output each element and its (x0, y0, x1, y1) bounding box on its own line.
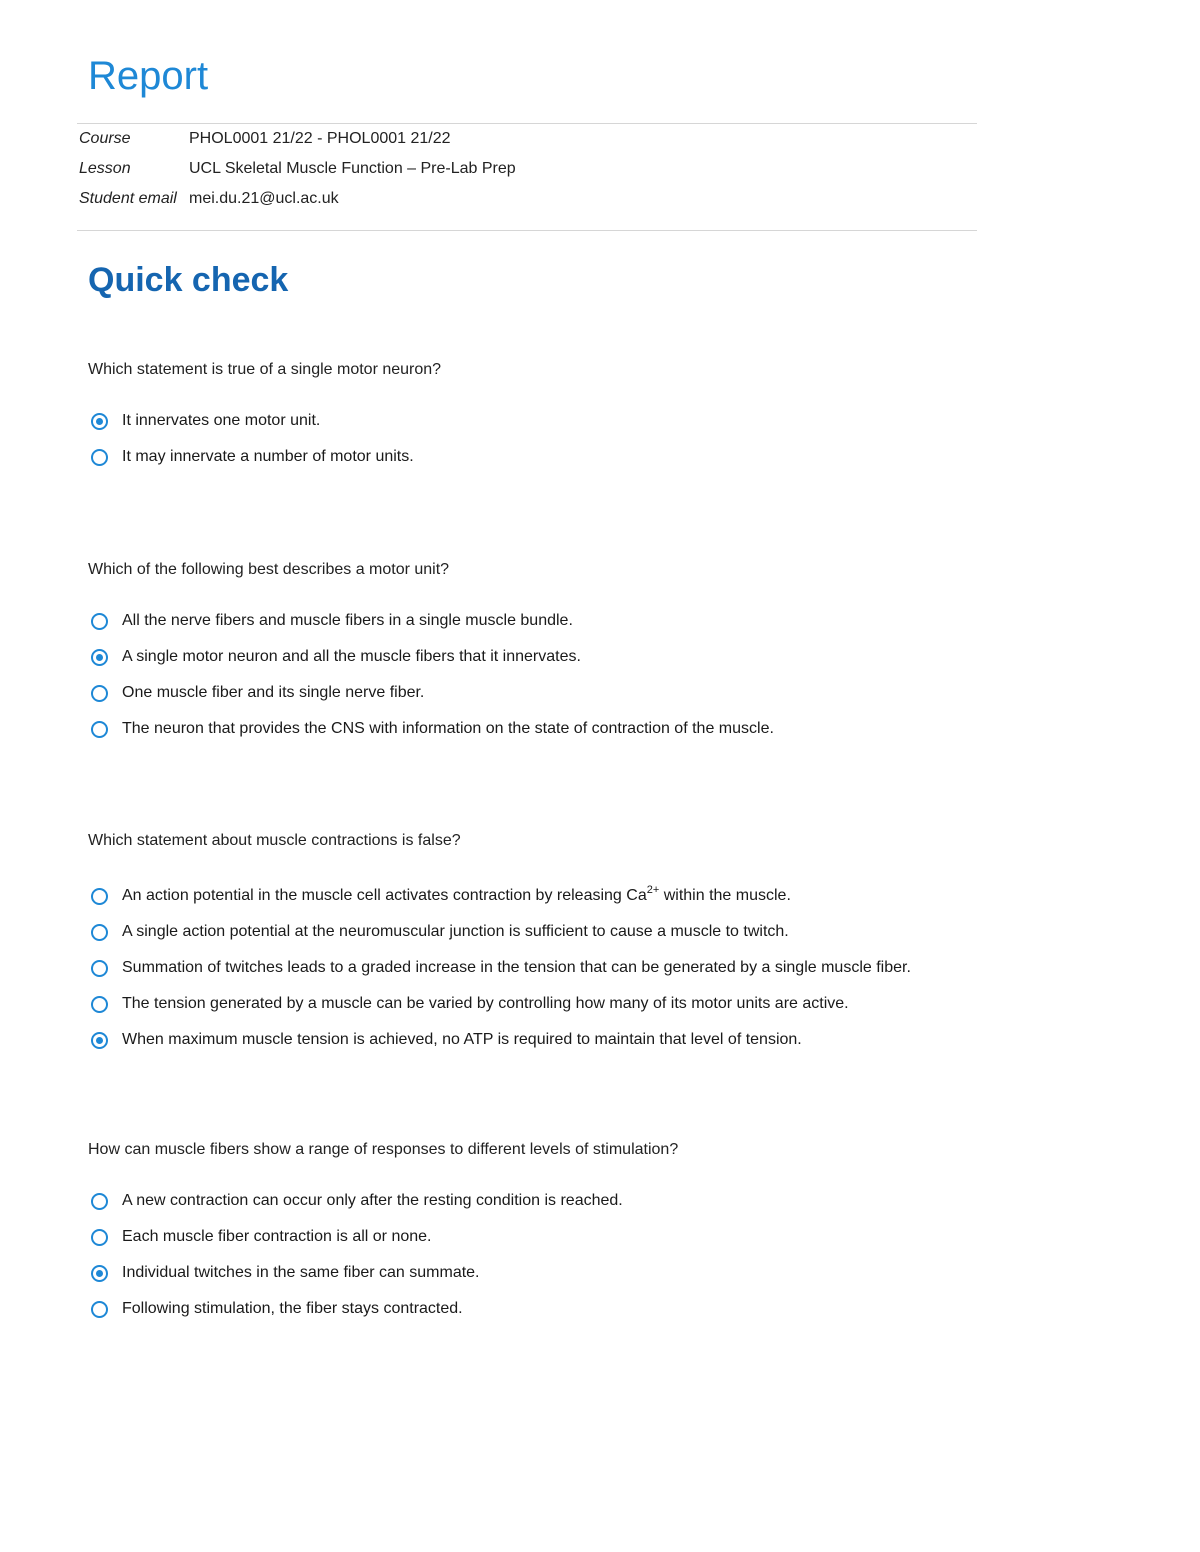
question-text: How can muscle fibers show a range of responses to different levels of stimulation? (88, 1141, 679, 1158)
option-item[interactable] (88, 950, 988, 986)
meta-row-lesson (79, 158, 516, 180)
radio-unchecked-icon[interactable] (91, 1301, 108, 1318)
option-label-text-after: within the muscle. (659, 887, 791, 904)
radio-unchecked-icon[interactable] (91, 996, 108, 1013)
radio-checked-icon[interactable] (91, 649, 108, 666)
option-list (88, 403, 988, 475)
option-item[interactable] (88, 675, 988, 711)
question-text: Which statement about muscle contractions is false? (88, 832, 461, 849)
option-item[interactable] (88, 711, 988, 747)
question-3 (88, 830, 988, 1058)
header-divider-bottom (77, 230, 977, 231)
option-item[interactable] (88, 1219, 988, 1255)
radio-unchecked-icon[interactable] (91, 1229, 108, 1246)
question-1 (88, 359, 988, 475)
radio-unchecked-icon[interactable] (91, 924, 108, 941)
radio-unchecked-icon[interactable] (91, 449, 108, 466)
meta-label-email: Student email (79, 190, 177, 207)
radio-unchecked-icon[interactable] (91, 685, 108, 702)
option-label: A single motor neuron and all the muscle fibers that it innervates. (122, 648, 581, 665)
question-text: Which statement is true of a single motor neuron? (88, 361, 442, 378)
option-label: Each muscle fiber contraction is all or none. (122, 1228, 432, 1245)
option-label: It may innervate a number of motor units. (122, 448, 414, 465)
question-4 (88, 1139, 988, 1327)
option-label: When maximum muscle tension is achieved, no ATP is required to maintain that level of tension. (122, 1031, 802, 1048)
option-item[interactable] (88, 603, 988, 639)
meta-row-course (79, 128, 451, 150)
option-item[interactable] (88, 878, 988, 914)
radio-unchecked-icon[interactable] (91, 721, 108, 738)
radio-unchecked-icon[interactable] (91, 888, 108, 905)
option-item[interactable] (88, 1022, 988, 1058)
radio-unchecked-icon[interactable] (91, 613, 108, 630)
meta-label-course: Course (79, 130, 131, 147)
header-divider-top (77, 123, 977, 124)
option-item[interactable] (88, 403, 988, 439)
option-label: The neuron that provides the CNS with information on the state of contraction of the muscle. (122, 720, 774, 737)
option-label: Summation of twitches leads to a graded increase in the tension that can be generated by a single muscle fiber. (122, 959, 911, 976)
meta-value-course: PHOL0001 21/22 - PHOL0001 21/22 (189, 130, 451, 147)
meta-value-lesson: UCL Skeletal Muscle Function – Pre-Lab Prep (189, 160, 516, 177)
option-label: Individual twitches in the same fiber can summate. (122, 1264, 480, 1281)
option-label: All the nerve fibers and muscle fibers in a single muscle bundle. (122, 612, 573, 629)
meta-value-email: mei.du.21@ucl.ac.uk (189, 190, 339, 207)
option-item[interactable] (88, 1291, 988, 1327)
option-list (88, 1183, 988, 1327)
option-label (122, 885, 791, 907)
option-label: The tension generated by a muscle can be varied by controlling how many of its motor units are active. (122, 995, 849, 1012)
option-item[interactable] (88, 986, 988, 1022)
radio-checked-icon[interactable] (91, 413, 108, 430)
radio-checked-icon[interactable] (91, 1265, 108, 1282)
option-item[interactable] (88, 914, 988, 950)
option-list (88, 878, 988, 1058)
radio-checked-icon[interactable] (91, 1032, 108, 1049)
section-title: Quick check (88, 261, 289, 299)
meta-row-email (79, 188, 339, 210)
option-label: Following stimulation, the fiber stays contracted. (122, 1300, 463, 1317)
report-title: Report (88, 54, 209, 98)
meta-label-lesson: Lesson (79, 160, 131, 177)
superscript-charge: 2+ (646, 884, 660, 896)
option-item[interactable] (88, 1183, 988, 1219)
option-label: A single action potential at the neuromuscular junction is sufficient to cause a muscle to twitch. (122, 923, 789, 940)
question-2 (88, 559, 988, 747)
radio-unchecked-icon[interactable] (91, 960, 108, 977)
option-label: It innervates one motor unit. (122, 412, 321, 429)
option-item[interactable] (88, 439, 988, 475)
option-label: A new contraction can occur only after the resting condition is reached. (122, 1192, 623, 1209)
option-item[interactable] (88, 639, 988, 675)
radio-unchecked-icon[interactable] (91, 1193, 108, 1210)
option-label: One muscle fiber and its single nerve fiber. (122, 684, 425, 701)
option-label-text: An action potential in the muscle cell activates contraction by releasing Ca (122, 887, 647, 904)
question-text: Which of the following best describes a motor unit? (88, 561, 450, 578)
option-list (88, 603, 988, 747)
option-item[interactable] (88, 1255, 988, 1291)
